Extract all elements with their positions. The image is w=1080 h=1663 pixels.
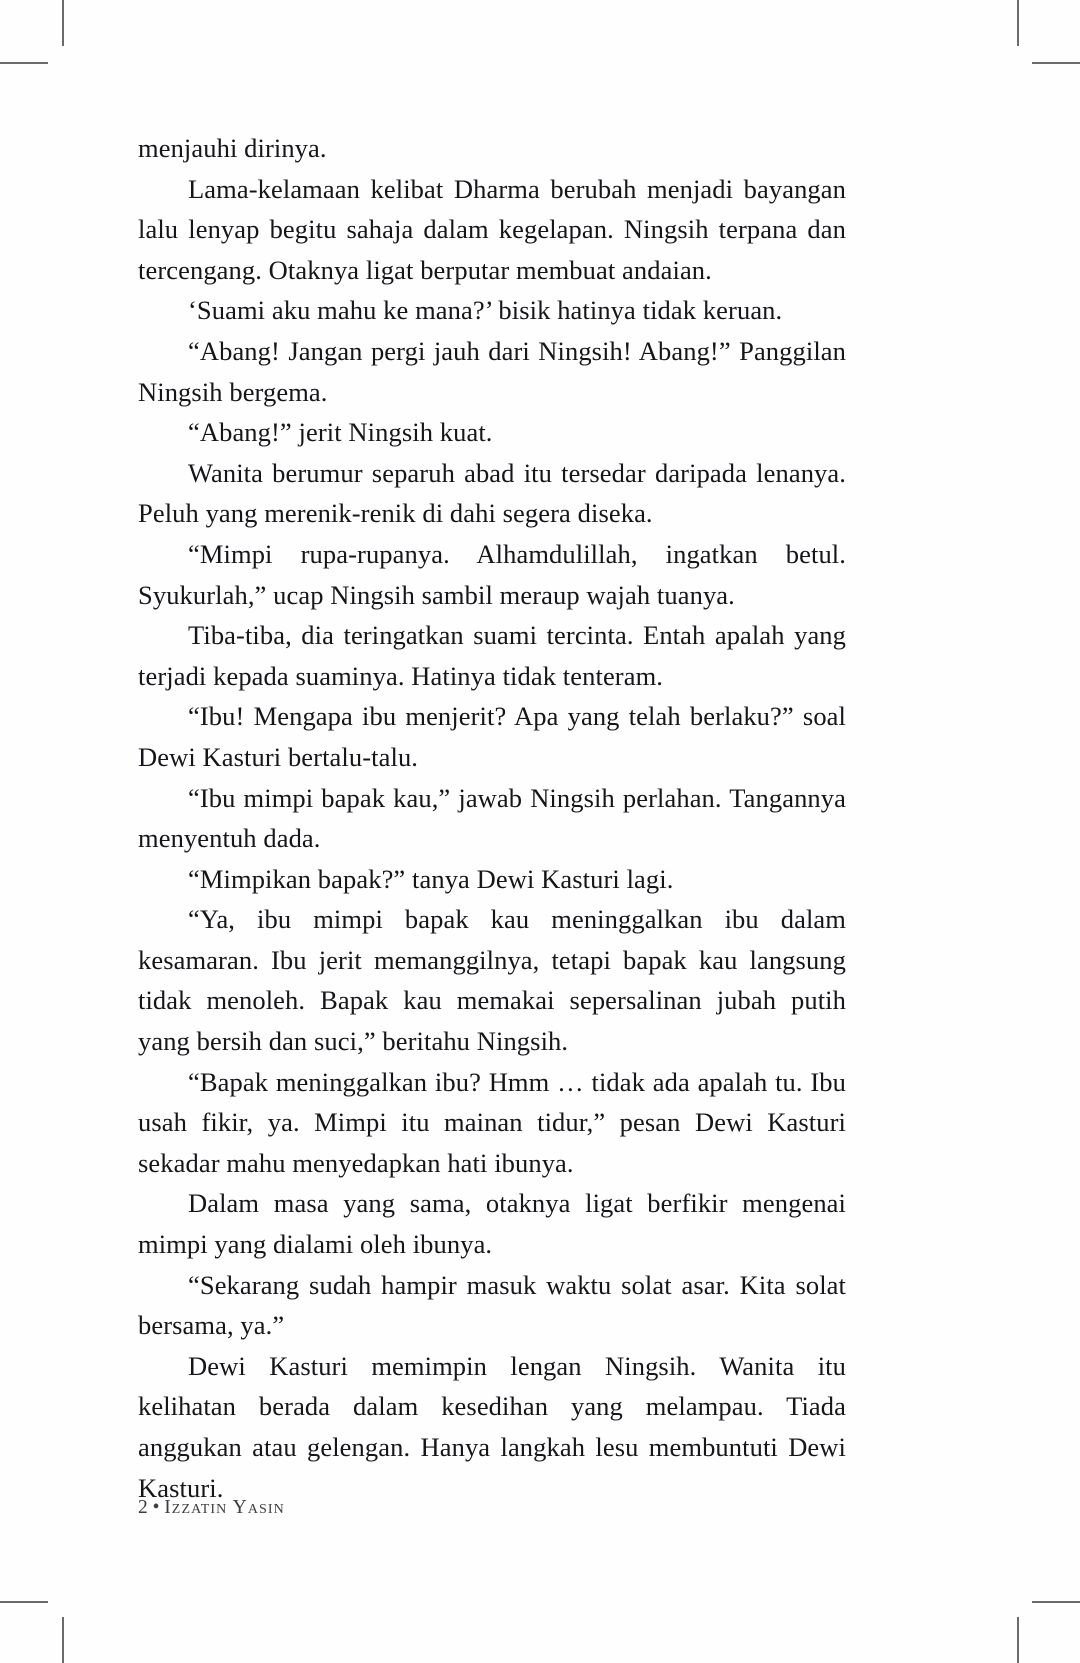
crop-mark-bottom-left-vertical — [62, 1617, 64, 1663]
paragraph: “Ya, ibu mimpi bapak kau meninggalkan ibu dalam kesamaran. Ibu jerit memanggilnya, tetapi bapak kau langsung tidak menoleh. Bapak kau memakai sepersalinan jubah putih yang bersih dan suci,” beritahu Ningsih. — [138, 904, 846, 1057]
paragraph: “Bapak meninggalkan ibu? Hmm … tidak ada apalah tu. Ibu usah fikir, ya. Mimpi itu mainan tidur,” pesan Dewi Kasturi sekadar mahu menyedapkan hati ibunya. — [138, 1066, 846, 1178]
paragraph: “Mimpi rupa-rupanya. Alhamdulillah, ingatkan betul. Syukurlah,” ucap Ningsih sambil meraup wajah tuanya. — [138, 538, 846, 610]
page-footer — [138, 1496, 846, 1520]
paragraph: Wanita berumur separuh abad itu tersedar daripada lenanya. Peluh yang merenik-renik di dahi segera diseka. — [138, 457, 846, 529]
folio-line — [138, 1496, 846, 1520]
author-name: Izzatin Yasin — [164, 1497, 285, 1518]
paragraph: Dalam masa yang sama, otaknya ligat berfikir mengenai mimpi yang dialami oleh ibunya. — [138, 1188, 846, 1260]
paragraph: “Sekarang sudah hampir masuk waktu solat asar. Kita solat bersama, ya.” — [138, 1269, 846, 1341]
paragraph: “Ibu mimpi bapak kau,” jawab Ningsih perlahan. Tangannya menyentuh dada. — [138, 782, 846, 854]
paragraph: Tiba-tiba, dia teringatkan suami tercinta. Entah apalah yang terjadi kepada suaminya. Hatinya tidak tenteram. — [138, 620, 846, 691]
crop-mark-bottom-left-horizontal — [0, 1601, 48, 1603]
paragraph: “Abang! Jangan pergi jauh dari Ningsih! Abang!” Panggilan Ningsih bergema. — [138, 335, 846, 407]
paragraph: ‘Suami aku mahu ke mana?’ bisik hatinya tidak keruan. — [188, 295, 783, 326]
paragraph: “Mimpikan bapak?” tanya Dewi Kasturi lagi. — [188, 863, 674, 894]
paragraph: Lama-kelamaan kelibat Dharma berubah menjadi bayangan lalu lenyap begitu sahaja dalam kegelapan. Ningsih terpana dan tercengang. Otaknya ligat berputar membuat andaian. — [138, 173, 846, 285]
paragraph: “Abang!” jerit Ningsih kuat. — [188, 417, 493, 448]
crop-mark-top-right-vertical — [1017, 0, 1019, 46]
crop-mark-top-right-horizontal — [1032, 62, 1080, 64]
paragraph: menjauhi dirinya. — [138, 133, 327, 163]
crop-mark-bottom-right-horizontal — [1032, 1601, 1080, 1603]
paragraph: Dewi Kasturi memimpin lengan Ningsih. Wanita itu kelihatan berada dalam kesedihan yang melampau. Tiada anggukan atau gelengan. Hanya langkah lesu membuntuti Dewi Kasturi. — [138, 1350, 846, 1503]
folio-separator: • — [152, 1497, 161, 1518]
crop-mark-top-left-vertical — [62, 0, 64, 46]
body-text-block — [138, 128, 846, 1508]
crop-mark-bottom-right-vertical — [1017, 1617, 1019, 1663]
crop-mark-top-left-horizontal — [0, 62, 48, 64]
page-number: 2 — [138, 1497, 149, 1518]
paragraph: “Ibu! Mengapa ibu menjerit? Apa yang telah berlaku?” soal Dewi Kasturi bertalu-talu. — [138, 701, 846, 772]
